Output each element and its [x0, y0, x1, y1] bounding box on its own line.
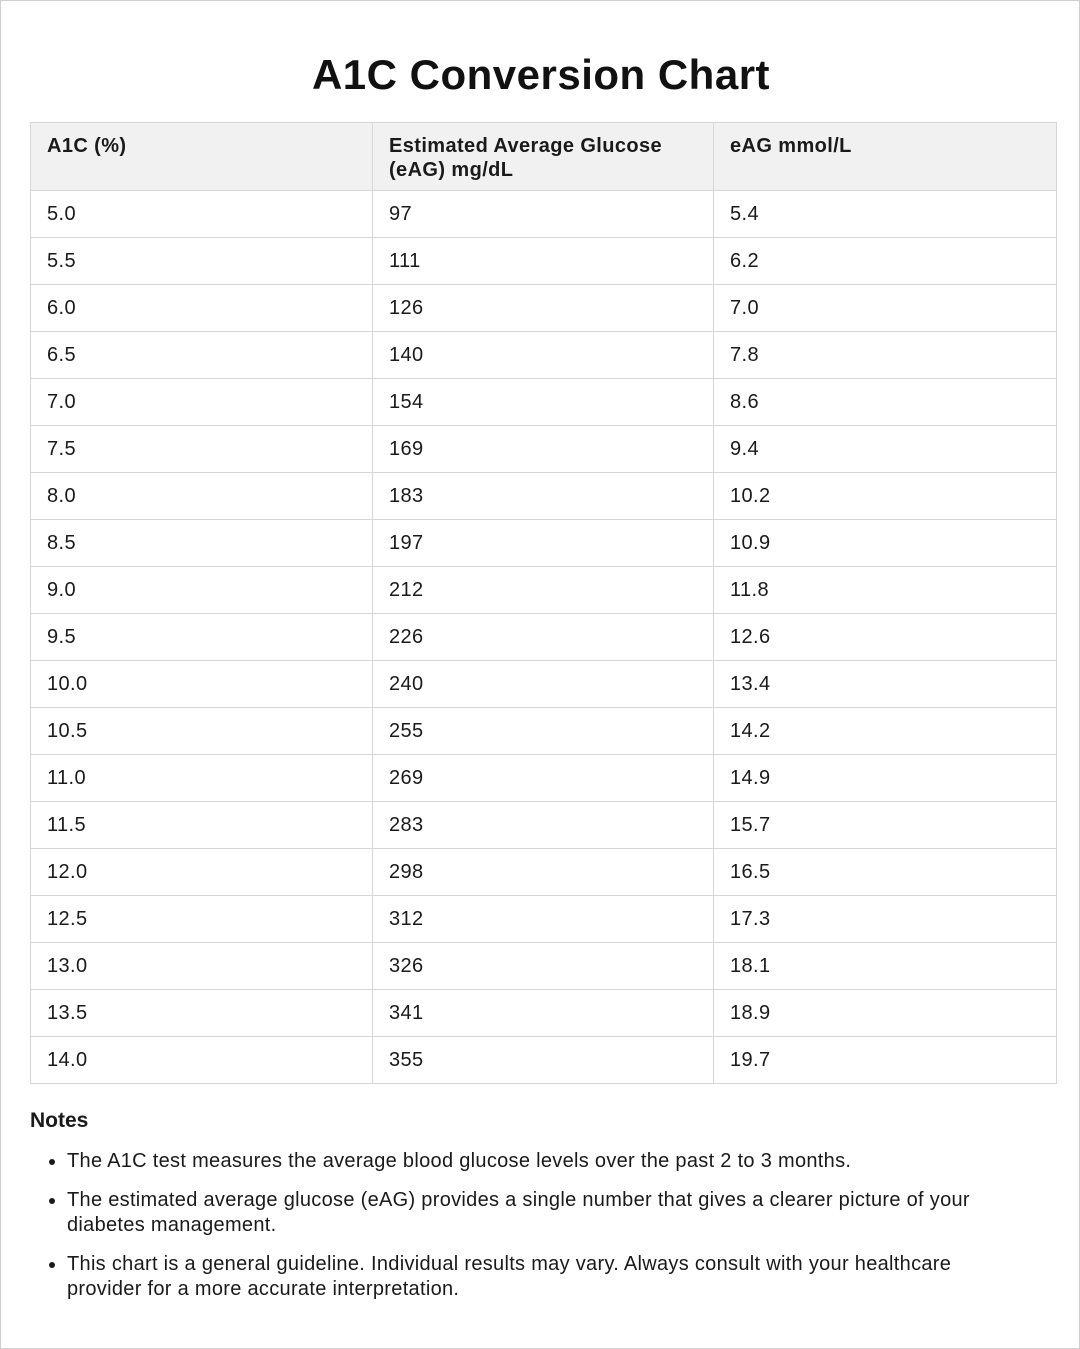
cell-a1c: 6.5: [31, 332, 373, 379]
cell-eag-mgdl: 183: [373, 473, 714, 520]
table-row: [31, 708, 1057, 755]
table-row: [31, 332, 1057, 379]
cell-a1c: 11.0: [31, 755, 373, 802]
table-row: [31, 1037, 1057, 1084]
cell-eag-mmol: 17.3: [714, 896, 1057, 943]
cell-eag-mmol: 18.1: [714, 943, 1057, 990]
conversion-table: [30, 122, 1057, 1084]
cell-eag-mgdl: 212: [373, 567, 714, 614]
cell-eag-mgdl: 283: [373, 802, 714, 849]
cell-eag-mgdl: 97: [373, 191, 714, 238]
table-row: [31, 614, 1057, 661]
cell-eag-mmol: 8.6: [714, 379, 1057, 426]
cell-eag-mgdl: 111: [373, 238, 714, 285]
notes-section: [30, 1107, 1030, 1316]
cell-eag-mmol: 6.2: [714, 238, 1057, 285]
cell-eag-mmol: 7.8: [714, 332, 1057, 379]
cell-eag-mmol: 13.4: [714, 661, 1057, 708]
cell-a1c: 11.5: [31, 802, 373, 849]
cell-eag-mmol: 14.2: [714, 708, 1057, 755]
cell-eag-mgdl: 269: [373, 755, 714, 802]
cell-eag-mmol: 15.7: [714, 802, 1057, 849]
table-row: [31, 567, 1057, 614]
cell-eag-mmol: 18.9: [714, 990, 1057, 1037]
cell-eag-mmol: 16.5: [714, 849, 1057, 896]
notes-heading: Notes: [30, 1109, 89, 1132]
table-row: [31, 896, 1057, 943]
column-header-a1c: A1C (%): [31, 123, 373, 191]
cell-eag-mmol: 11.8: [714, 567, 1057, 614]
table-row: [31, 238, 1057, 285]
cell-eag-mmol: 10.9: [714, 520, 1057, 567]
cell-a1c: 14.0: [31, 1037, 373, 1084]
cell-eag-mgdl: 126: [373, 285, 714, 332]
header-row: [31, 123, 1057, 191]
cell-eag-mgdl: 169: [373, 426, 714, 473]
cell-a1c: 13.0: [31, 943, 373, 990]
table-header: [31, 123, 1057, 191]
cell-a1c: 9.0: [31, 567, 373, 614]
table-row: [31, 943, 1057, 990]
note-item: • The A1C test measures the average blood glucose levels over the past 2 to 3 months.: [67, 1149, 1030, 1174]
table-body: [31, 191, 1057, 1084]
cell-a1c: 12.5: [31, 896, 373, 943]
note-item: • The estimated average glucose (eAG) provides a single number that gives a clearer picture of your diabetes management.: [67, 1188, 1030, 1238]
note-item: • This chart is a general guideline. Individual results may vary. Always consult with your healthcare provider for a more accurate interpretation.: [67, 1252, 1030, 1302]
cell-eag-mmol: 14.9: [714, 755, 1057, 802]
page-title: A1C Conversion Chart: [311, 51, 771, 99]
cell-a1c: 7.5: [31, 426, 373, 473]
cell-a1c: 13.5: [31, 990, 373, 1037]
table-row: [31, 990, 1057, 1037]
table-row: [31, 755, 1057, 802]
cell-eag-mgdl: 197: [373, 520, 714, 567]
cell-eag-mmol: 19.7: [714, 1037, 1057, 1084]
cell-eag-mgdl: 341: [373, 990, 714, 1037]
cell-eag-mgdl: 154: [373, 379, 714, 426]
cell-eag-mmol: 10.2: [714, 473, 1057, 520]
table-row: [31, 849, 1057, 896]
cell-eag-mmol: 9.4: [714, 426, 1057, 473]
cell-a1c: 5.0: [31, 191, 373, 238]
cell-eag-mgdl: 255: [373, 708, 714, 755]
table-row: [31, 426, 1057, 473]
column-header-eag-mgdl: Estimated Average Glucose (eAG) mg/dL: [373, 123, 714, 191]
table-row: [31, 285, 1057, 332]
cell-eag-mgdl: 355: [373, 1037, 714, 1084]
table-row: [31, 473, 1057, 520]
notes-list: [30, 1149, 1030, 1302]
cell-a1c: 8.0: [31, 473, 373, 520]
cell-eag-mmol: 5.4: [714, 191, 1057, 238]
cell-a1c: 6.0: [31, 285, 373, 332]
table-row: [31, 661, 1057, 708]
cell-eag-mgdl: 226: [373, 614, 714, 661]
cell-a1c: 12.0: [31, 849, 373, 896]
cell-a1c: 10.0: [31, 661, 373, 708]
cell-eag-mgdl: 326: [373, 943, 714, 990]
cell-eag-mgdl: 140: [373, 332, 714, 379]
table-row: [31, 379, 1057, 426]
column-header-eag-mmol: eAG mmol/L: [714, 123, 1057, 191]
table-row: [31, 520, 1057, 567]
cell-eag-mmol: 7.0: [714, 285, 1057, 332]
cell-eag-mmol: 12.6: [714, 614, 1057, 661]
cell-eag-mgdl: 298: [373, 849, 714, 896]
table-row: [31, 802, 1057, 849]
cell-eag-mgdl: 240: [373, 661, 714, 708]
cell-a1c: 9.5: [31, 614, 373, 661]
table-row: [31, 191, 1057, 238]
cell-a1c: 7.0: [31, 379, 373, 426]
cell-a1c: 5.5: [31, 238, 373, 285]
cell-eag-mgdl: 312: [373, 896, 714, 943]
cell-a1c: 8.5: [31, 520, 373, 567]
cell-a1c: 10.5: [31, 708, 373, 755]
